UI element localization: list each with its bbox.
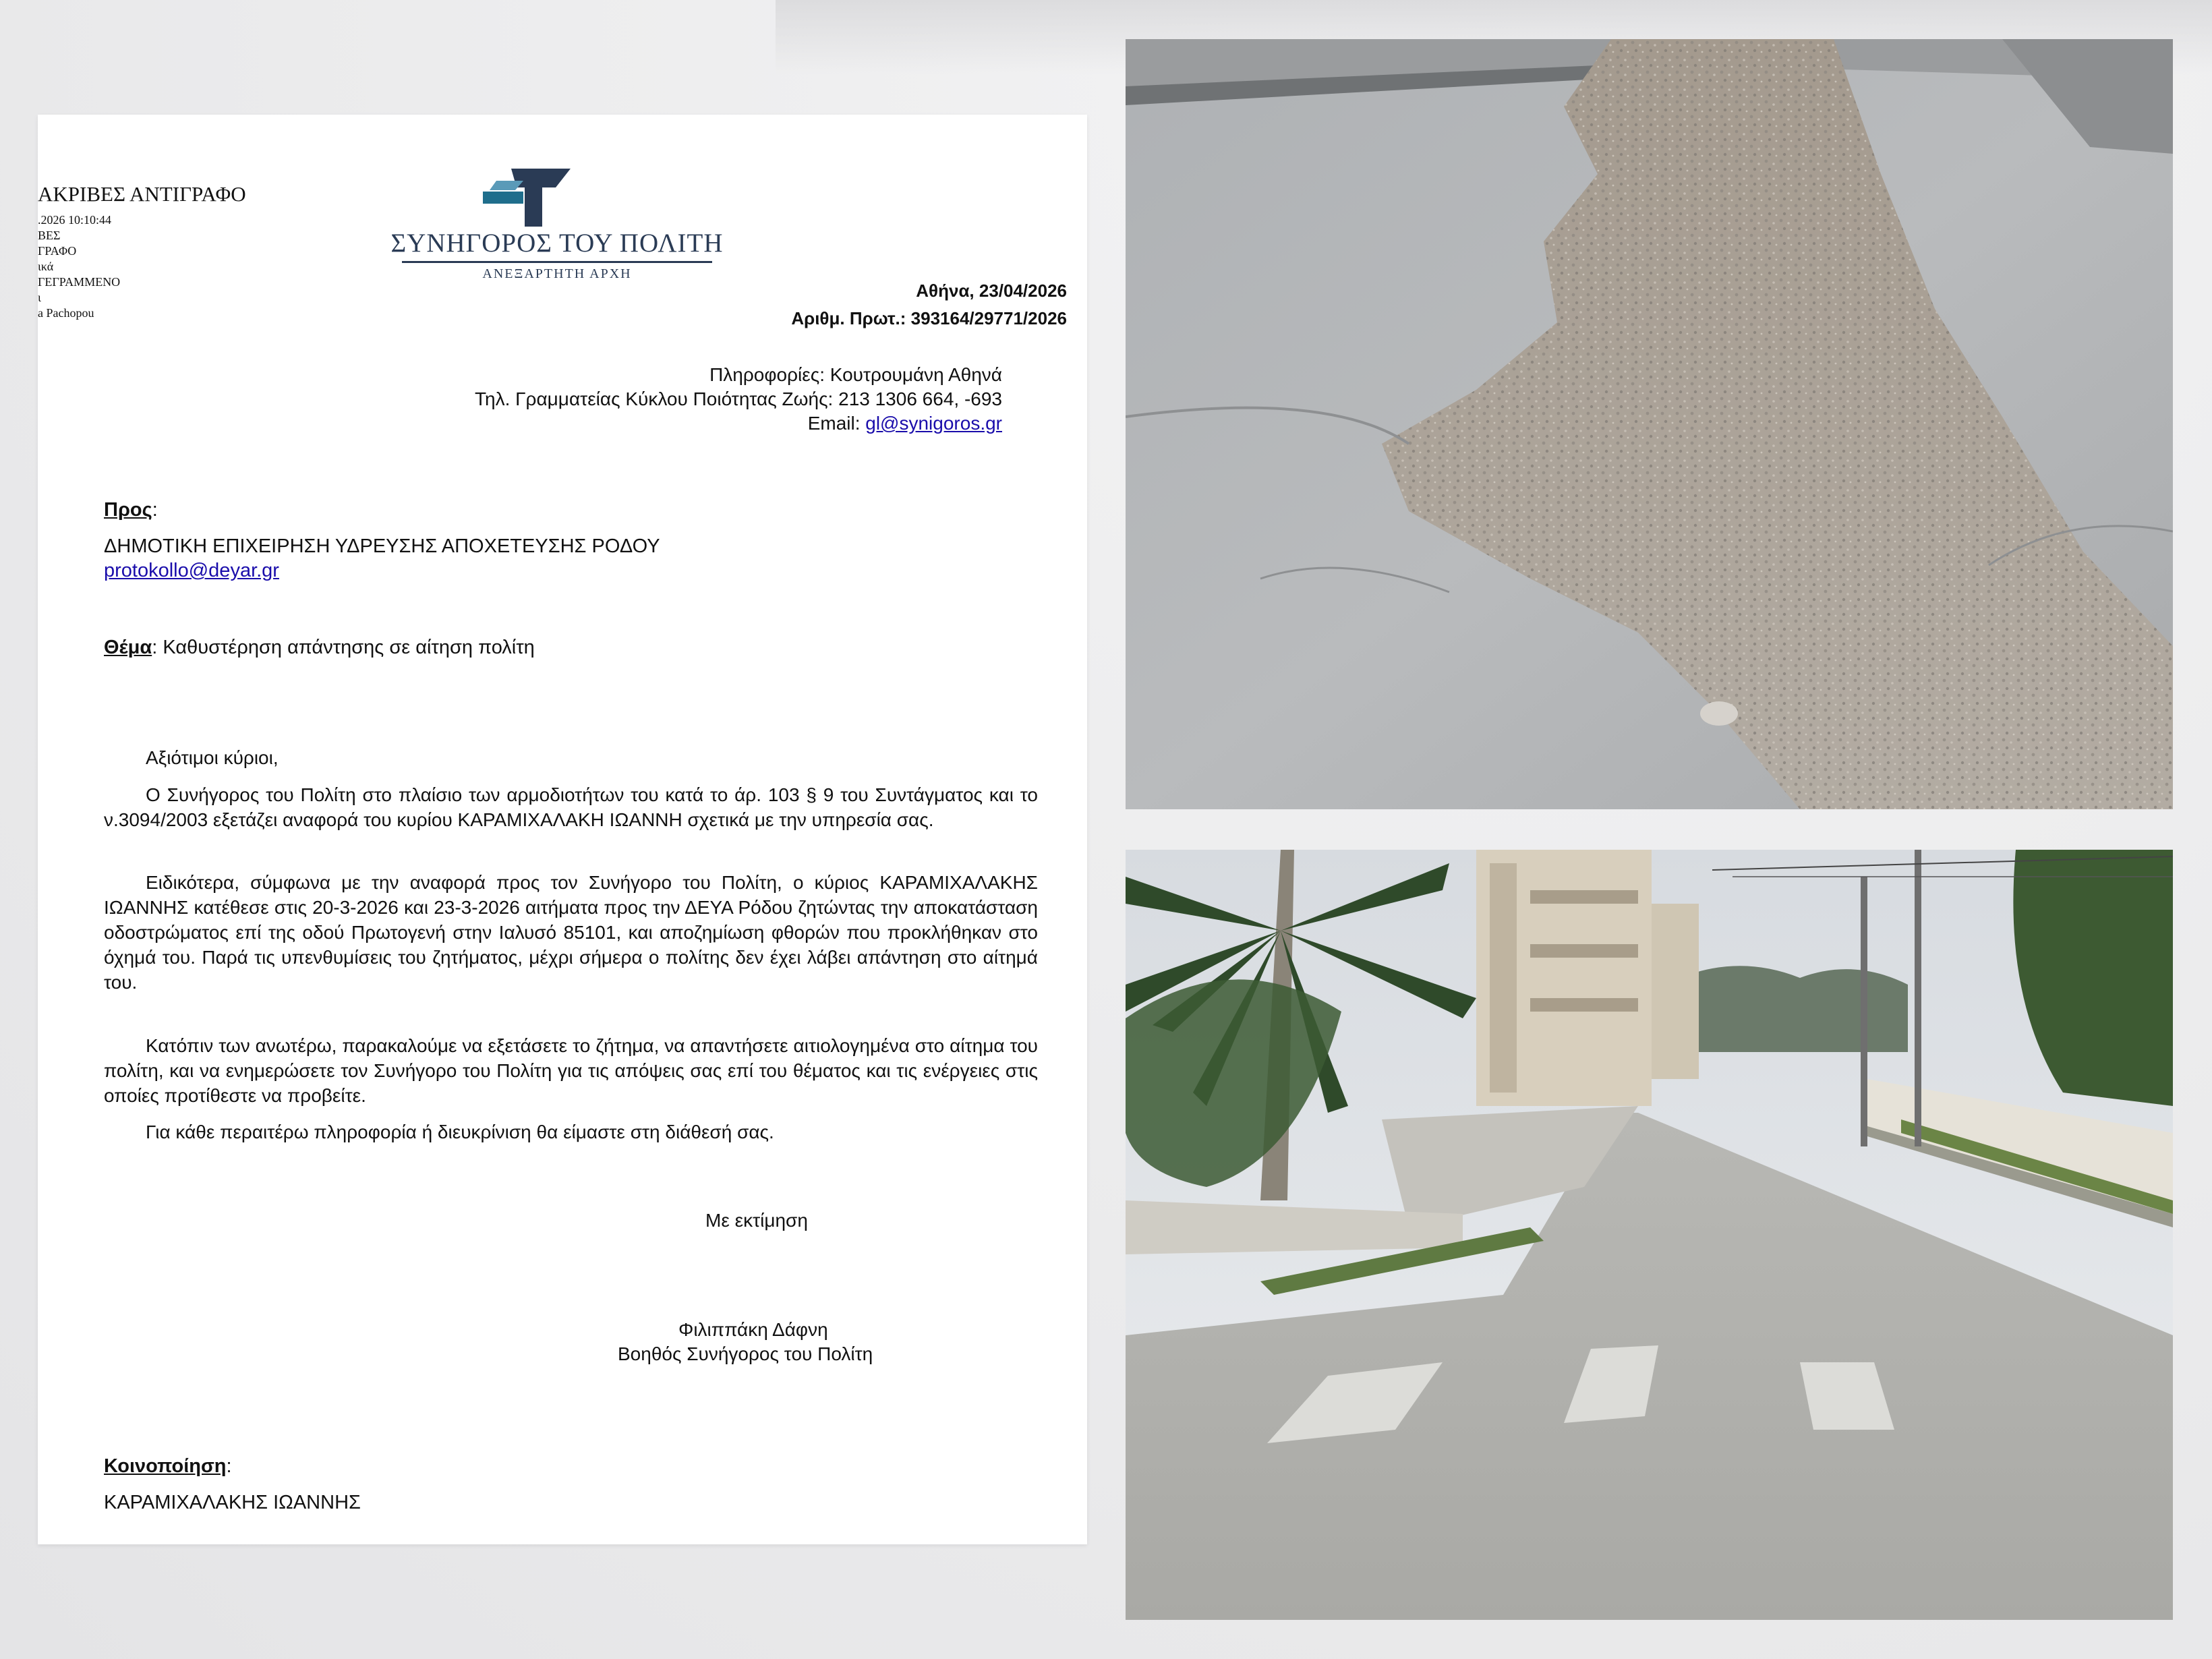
- signer-title: Βοηθός Συνήγορος του Πολίτη: [618, 1343, 873, 1364]
- greeting: Αξιότιμοι κύριοι,: [146, 747, 279, 768]
- recipient-org: ΔΗΜΟΤΙΚΗ ΕΠΙΧΕΙΡΗΣΗ ΥΔΡΕΥΣΗΣ ΑΠΟΧΕΤΕΥΣΗΣ ΡΟΔΟΥ: [104, 535, 660, 557]
- body-paragraph: Για κάθε περαιτέρω πληροφορία ή διευκρίνιση θα είμαστε στη διάθεσή σας.: [146, 1122, 774, 1142]
- logo-rule: [402, 261, 712, 263]
- stamp-line: a Pachopou: [38, 306, 94, 320]
- email-label: Email:: [807, 413, 866, 434]
- to-label: Προς: [104, 499, 152, 521]
- email-link[interactable]: gl@synigoros.gr: [865, 413, 1002, 434]
- letter-document: [38, 115, 1087, 1544]
- protocol-number: Αριθμ. Πρωτ.: 393164/29771/2026: [791, 308, 1067, 328]
- body-paragraph: Ο Συνήγορος του Πολίτη στο πλαίσιο των αρμοδιοτήτων του κατά το άρ. 103 § 9 του Συντάγματος και το ν.3094/2003 εξετάζει αναφορά του κυρίου ΚΑΡΑΜΙΧΑΛΑΚΗ ΙΩΑΝΝΗ σχετικά με την υπηρεσία σας.: [104, 784, 1038, 830]
- subject-line: [104, 637, 535, 659]
- stamp-line: ικά: [38, 260, 54, 273]
- signer-name: Φιλιππάκη Δάφνη: [678, 1319, 828, 1340]
- ombudsman-logo: [382, 162, 732, 281]
- street-view-photo: [1126, 850, 2173, 1620]
- subject-text: : Καθυστέρηση απάντησης σε αίτηση πολίτη: [152, 637, 535, 658]
- stamp-line: ΓΡΑΦΟ: [38, 244, 77, 258]
- stamp-line: ι: [38, 291, 41, 304]
- info-contact: Πληροφορίες: Κουτρουμάνη Αθηνά: [709, 364, 1002, 385]
- cc-heading: Κοινοποίηση:: [104, 1455, 232, 1477]
- cc-label: Κοινοποίηση: [104, 1455, 227, 1477]
- stamp-line: ΓΕΓΡΑΜΜΕΝΟ: [38, 275, 121, 289]
- road-damage-photo: [1126, 39, 2173, 809]
- email-line: [808, 413, 1002, 434]
- cut-off-line: [104, 1520, 243, 1527]
- body-paragraph: Ειδικότερα, σύμφωνα με την αναφορά προς τον Συνήγορο του Πολίτη, ο κύριος ΚΑΡΑΜΙΧΑΛΑΚΗΣ ΙΩΑΝΝΗΣ κατέθεσε στις 20-3-2026 και 23-3-2026 αιτήματα προς την ΔΕΥΑ Ρόδου ζητώντας την αποκατάσταση οδοστρώματος επί της οδού Πρωτογενή στην Ιαλυσό 85101, και αποζημίωση φθορών που προκλήθηκαν στο όχημά του. Παρά τις υπενθυμίσεις του ζητήματος, μέχρι σήμερα ο πολίτης δεν έχει λάβει απάντηση στο αίτημά του.: [104, 872, 1038, 993]
- logo-mark-icon: [476, 162, 577, 229]
- to-heading: Προς:: [104, 499, 158, 521]
- phone-line: Τηλ. Γραμματείας Κύκλου Ποιότητας Ζωής: 213 1306 664, -693: [474, 388, 1002, 409]
- stamp-title: ΑΚΡΙΒΕΣ ΑΝΤΙΓΡΑΦΟ: [38, 182, 246, 206]
- closing: Με εκτίμηση: [705, 1210, 808, 1231]
- cc-name: ΚΑΡΑΜΙΧΑΛΑΚΗΣ ΙΩΑΝΝΗΣ: [104, 1492, 361, 1513]
- subject-label: Θέμα: [104, 637, 152, 658]
- stamp-line: ΒΕΣ: [38, 229, 61, 242]
- letter-date: Αθήνα, 23/04/2026: [916, 281, 1067, 301]
- logo-name: ΣΥΝΗΓΟΡΟΣ ΤΟΥ ΠΟΛΙΤΗ: [390, 229, 724, 258]
- recipient-email-link[interactable]: protokollo@deyar.gr: [104, 560, 279, 581]
- stamp-line: .2026 10:10:44: [38, 213, 112, 227]
- logo-subtitle: ΑΝΕΞΑΡΤΗΤΗ ΑΡΧΗ: [482, 266, 632, 281]
- body-paragraph: Κατόπιν των ανωτέρω, παρακαλούμε να εξετάσετε το ζήτημα, να απαντήσετε αιτιολογημένα στο αίτημα του πολίτη, και να ενημερώσετε τον Συνήγορο του Πολίτη για τις απόψεις σας επί του θέματος και τις ενέργειες στις οποίες προτίθεστε να προβείτε.: [104, 1035, 1038, 1106]
